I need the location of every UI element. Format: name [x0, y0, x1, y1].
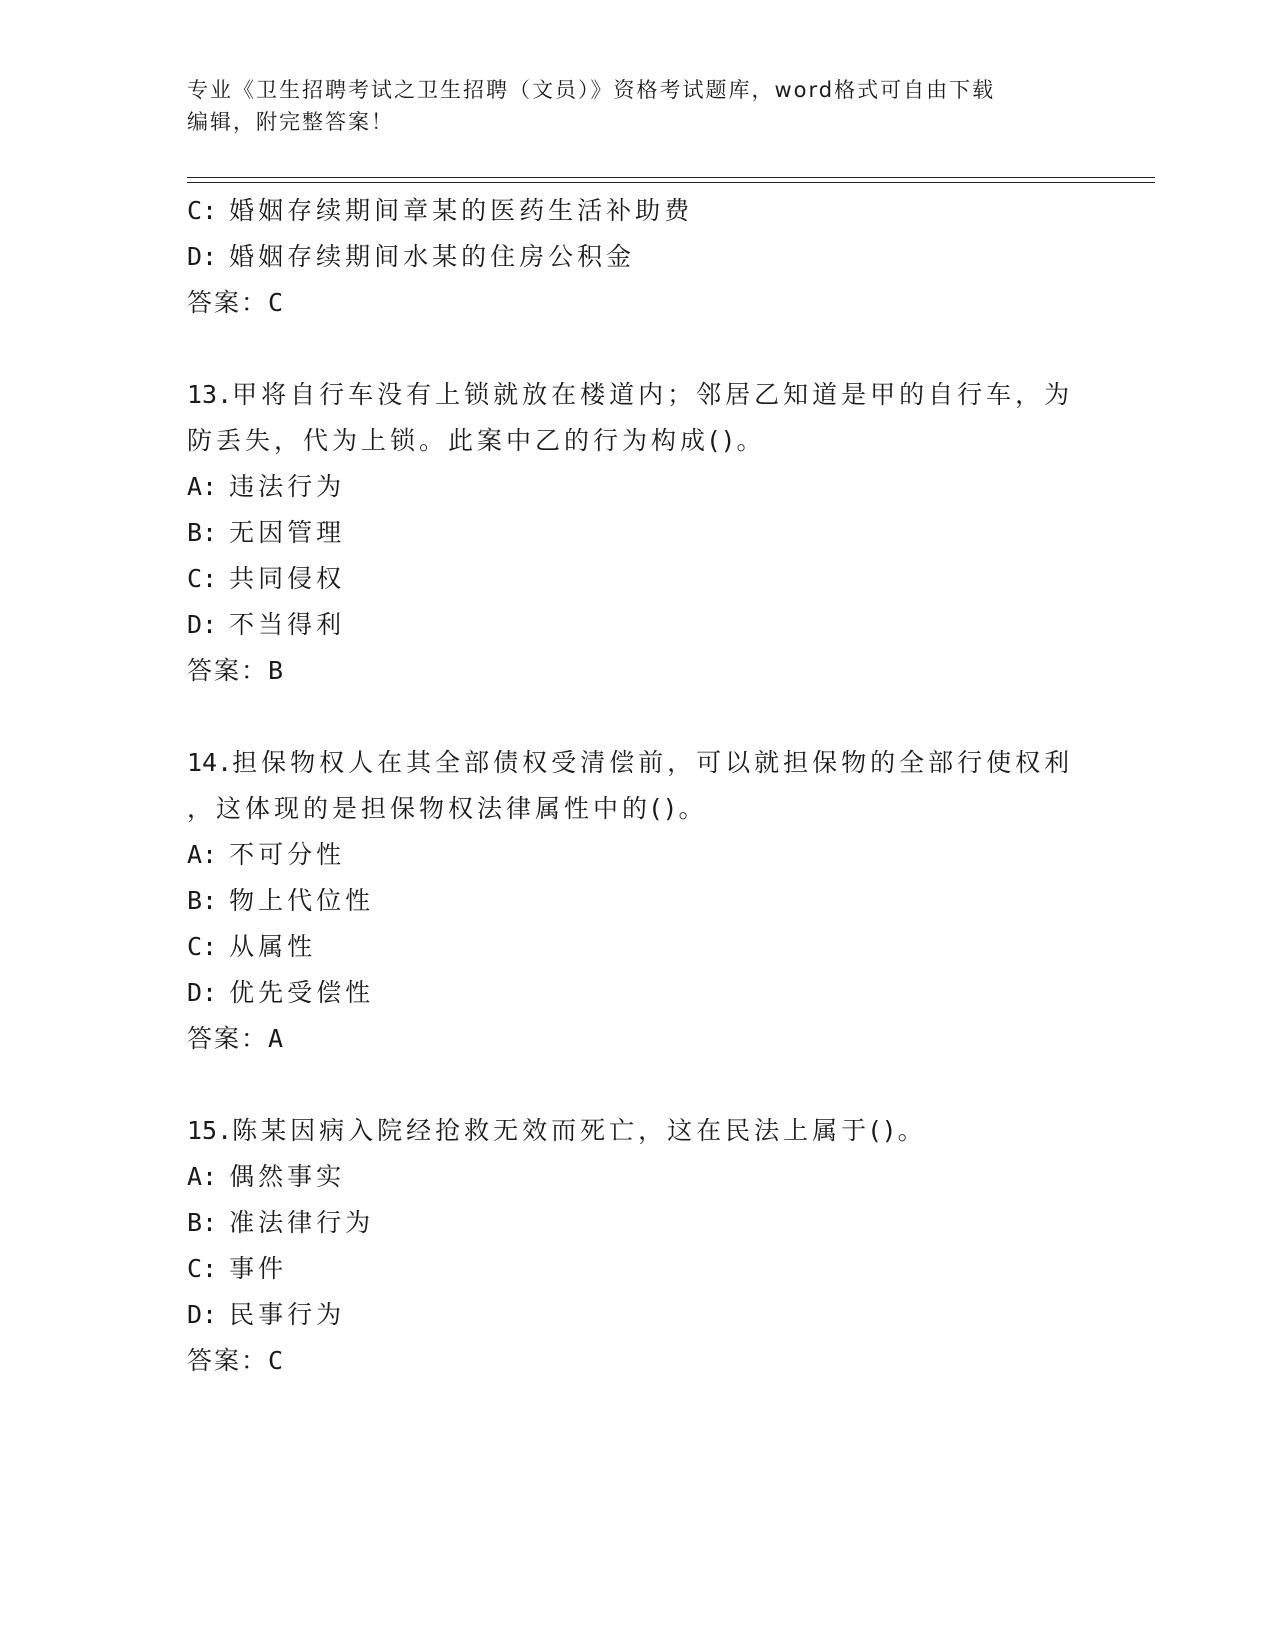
question-text: 担保物权人在其全部债权受清偿前，可以就担保物的全部行使权利: [232, 748, 1074, 777]
option-text: 不可分性: [229, 840, 346, 869]
answer-label: 答案：: [187, 288, 269, 317]
option-text: 偶然事实: [229, 1162, 346, 1191]
option-line: [187, 1154, 1087, 1200]
option-text: 婚姻存续期间章某的医药生活补助费: [229, 196, 694, 225]
option-line: [187, 924, 1087, 970]
question-text: 甲将自行车没有上锁就放在楼道内；邻居乙知道是甲的自行车，为: [232, 380, 1074, 409]
option-key: C:: [187, 564, 218, 593]
question-number: 13.: [187, 380, 233, 409]
question-stem-line: [187, 786, 1087, 832]
option-line: [187, 188, 1087, 234]
option-text: 无因管理: [229, 518, 346, 547]
option-text: 违法行为: [229, 472, 346, 501]
option-key: B:: [187, 886, 218, 915]
option-text: 民事行为: [229, 1300, 346, 1329]
option-text: 事件: [229, 1254, 288, 1283]
answer-value: B: [268, 656, 286, 685]
question-number: 14.: [187, 748, 233, 777]
answer-value: C: [268, 1346, 286, 1375]
prev-question-block: [187, 188, 1087, 326]
option-key: D:: [187, 242, 218, 271]
spacer: [187, 1062, 1087, 1108]
option-line: [187, 602, 1087, 648]
question-stem-line: [187, 372, 1087, 418]
option-line: [187, 464, 1087, 510]
option-line: [187, 556, 1087, 602]
option-text: 共同侵权: [229, 564, 346, 593]
spacer: [187, 326, 1087, 372]
option-key: B:: [187, 518, 218, 547]
answer-line: [187, 280, 1087, 326]
question-14-block: [187, 740, 1087, 1062]
option-key: C:: [187, 932, 218, 961]
question-13-block: [187, 372, 1087, 694]
answer-line: [187, 648, 1087, 694]
option-line: [187, 1200, 1087, 1246]
question-text: 陈某因病入院经抢救无效而死亡，这在民法上属于()。: [232, 1116, 927, 1145]
answer-label: 答案：: [187, 1346, 269, 1375]
option-line: [187, 510, 1087, 556]
answer-label: 答案：: [187, 1024, 269, 1053]
option-key: C:: [187, 196, 218, 225]
question-text: 防丢失，代为上锁。此案中乙的行为构成()。: [187, 426, 766, 455]
question-stem-line: [187, 418, 1087, 464]
option-text: 准法律行为: [229, 1208, 375, 1237]
answer-line: [187, 1338, 1087, 1384]
option-line: [187, 1246, 1087, 1292]
option-line: [187, 1292, 1087, 1338]
document-header: [187, 74, 1087, 138]
option-text: 婚姻存续期间水某的住房公积金: [229, 242, 636, 271]
answer-label: 答案：: [187, 656, 269, 685]
option-key: D:: [187, 1300, 218, 1329]
answer-line: [187, 1016, 1087, 1062]
header-rule-top: [187, 177, 1155, 178]
option-key: A:: [187, 840, 218, 869]
spacer: [187, 694, 1087, 740]
header-line-1: 专业《卫生招聘考试之卫生招聘（文员）》资格考试题库，word格式可自由下载: [187, 78, 996, 102]
header-rule-bottom: [187, 182, 1155, 183]
question-15-block: [187, 1108, 1087, 1384]
option-text: 优先受偿性: [229, 978, 375, 1007]
option-text: 不当得利: [229, 610, 346, 639]
question-content: [187, 188, 1087, 1384]
question-number: 15.: [187, 1116, 233, 1145]
option-key: B:: [187, 1208, 218, 1237]
question-text: ，这体现的是担保物权法律属性中的()。: [187, 794, 708, 823]
question-stem-line: [187, 1108, 1087, 1154]
option-text: 从属性: [229, 932, 317, 961]
answer-value: A: [268, 1024, 286, 1053]
option-line: [187, 878, 1087, 924]
option-line: [187, 832, 1087, 878]
option-key: C:: [187, 1254, 218, 1283]
option-key: D:: [187, 610, 218, 639]
answer-value: C: [268, 288, 286, 317]
option-text: 物上代位性: [229, 886, 375, 915]
option-line: [187, 234, 1087, 280]
option-key: A:: [187, 472, 218, 501]
option-line: [187, 970, 1087, 1016]
header-line-2: 编辑，附完整答案！: [187, 110, 394, 134]
option-key: A:: [187, 1162, 218, 1191]
option-key: D:: [187, 978, 218, 1007]
question-stem-line: [187, 740, 1087, 786]
